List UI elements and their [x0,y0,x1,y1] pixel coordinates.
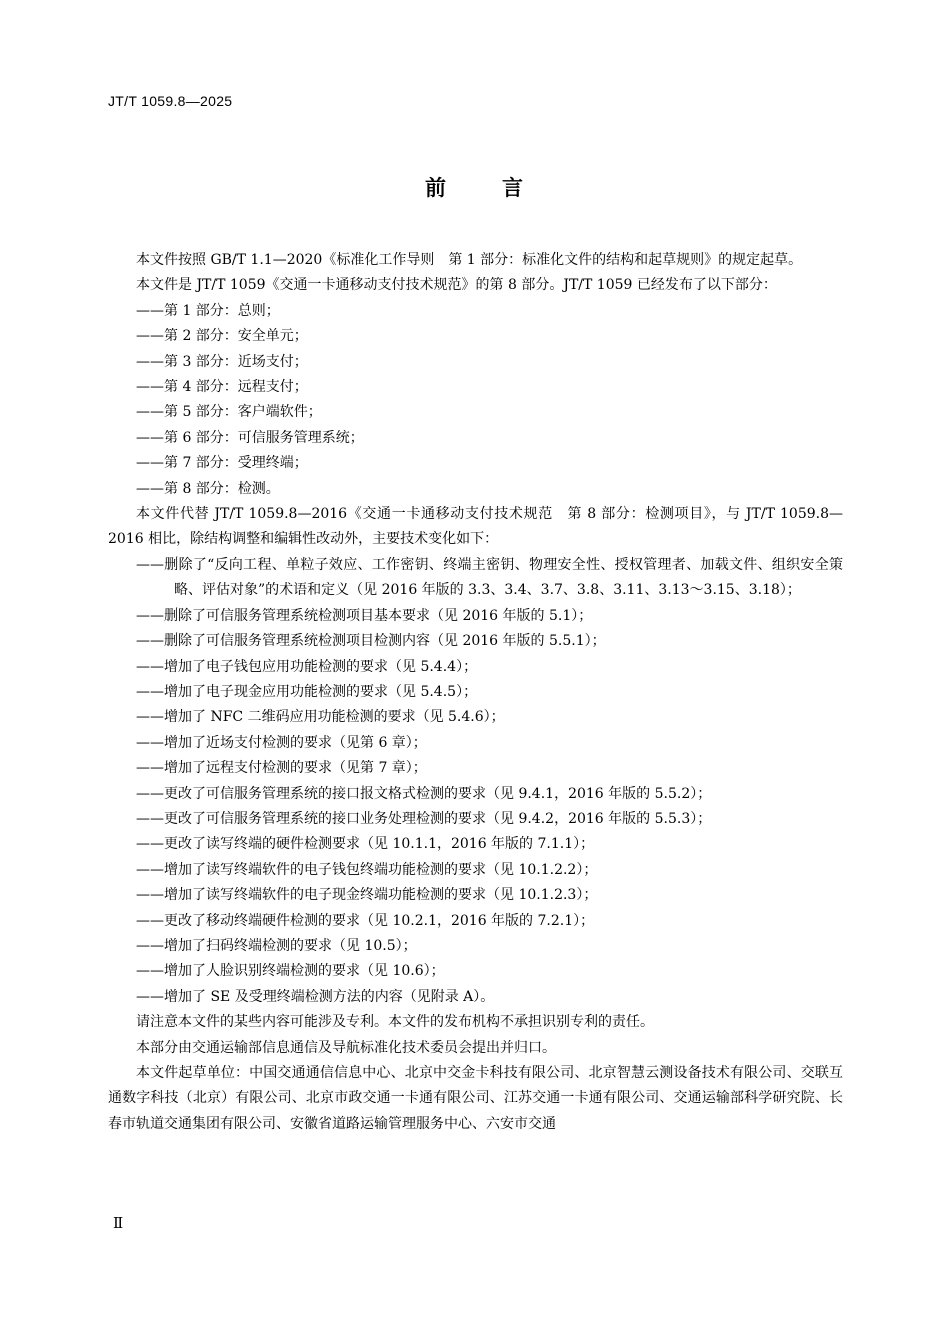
change-list-item: ——增加了近场支付检测的要求（见第 6 章）； [136,734,427,751]
change-list-item: ——增加了远程支付检测的要求（见第 7 章）； [136,760,427,777]
change-list-item: ——更改了可信服务管理系统的接口业务处理检测的要求（见 9.4.2，2016 年版的 5.5.3）； [136,810,712,827]
intro-paragraph: 本文件按照 GB/T 1.1—2020《标准化工作导则 第 1 部分：标准化文件的结构和起草规则》的规定起草。 [136,252,803,268]
change-list-item: ——增加了人脸识别终端检测的要求（见 10.6）； [136,963,445,980]
change-list-item: ——删除了可信服务管理系统检测项目检测内容（见 2016 年版的 5.5.1）； [136,633,606,650]
document-body [108,248,843,1137]
parts-list-item: ——第 4 部分：远程支付； [136,379,308,396]
change-list-item: ——增加了 SE 及受理终端检测方法的内容（见附录 A）。 [136,988,495,1005]
change-list-item: ——增加了读写终端软件的电子钱包终端功能检测的要求（见 10.1.2.2）； [136,861,598,878]
page-number: Ⅱ [113,1214,124,1232]
title-char-right: 言 [502,176,525,200]
change-list-item: ——增加了读写终端软件的电子现金终端功能检测的要求（见 10.1.2.3）； [136,887,598,904]
page-title [0,172,950,202]
replacement-paragraph: 本文件代替 JT/T 1059.8—2016《交通一卡通移动支付技术规范 第 8 部分：检测项目》，与 JT/T 1059.8—2016 相比，除结构调整和编辑性改动外，主要技术变化如下： [108,506,843,548]
standard-code: JT/T 1059.8—2025 [108,93,233,109]
parts-list-item: ——第 5 部分：客户端软件； [136,404,322,421]
proposer-paragraph: 本部分由交通运输部信息通信及导航标准化技术委员会提出并归口。 [136,1039,556,1056]
change-list-item: ——更改了移动终端硬件检测的要求（见 10.2.1，2016 年版的 7.2.1）； [136,912,595,929]
intro-paragraph: 本文件是 JT/T 1059《交通一卡通移动支付技术规范》的第 8 部分。JT/T 1059 已经发布了以下部分： [136,277,777,294]
change-list-item: ——更改了读写终端的硬件检测要求（见 10.1.1，2016 年版的 7.1.1）； [136,836,595,853]
change-list-item: ——增加了电子现金应用功能检测的要求（见 5.4.5）； [136,683,478,700]
change-list-item: ——删除了“反向工程、单粒子效应、工作密钥、终端主密钥、物理安全性、授权管理者、加载文件、组织安全策略、评估对象”的术语和定义（见 2016 年版的 3.3、3.4、3.7、3.8、3.11、3.13～3.15、3.18）； [136,556,843,599]
change-list-item: ——删除了可信服务管理系统检测项目基本要求（见 2016 年版的 5.1）； [136,607,593,624]
patent-notice: 请注意本文件的某些内容可能涉及专利。本文件的发布机构不承担识别专利的责任。 [136,1014,654,1031]
parts-list-item: ——第 7 部分：受理终端； [136,455,308,472]
change-list-item: ——增加了电子钱包应用功能检测的要求（见 5.4.4）； [136,658,478,675]
parts-list-item: ——第 1 部分：总则； [136,302,280,319]
parts-list-item: ——第 6 部分：可信服务管理系统； [136,429,364,446]
change-list-item: ——增加了 NFC 二维码应用功能检测的要求（见 5.4.6）； [136,709,505,726]
parts-list-item: ——第 8 部分：检测。 [136,480,280,497]
drafting-units-paragraph: 本文件起草单位：中国交通通信信息中心、北京中交金卡科技有限公司、北京智慧云测设备技术有限公司、交联互通数字科技（北京）有限公司、北京市政交通一卡通有限公司、江苏交通一卡通有限公司、交通运输部科学研究院、长春市轨道交通集团有限公司、安徽省道路运输管理服务中心、六安市交通 [108,1065,843,1132]
change-list-item: ——更改了可信服务管理系统的接口报文格式检测的要求（见 9.4.1，2016 年版的 5.5.2）； [136,785,712,802]
parts-list-item: ——第 3 部分：近场支付； [136,353,308,370]
title-char-left: 前 [425,176,448,200]
change-list-item: ——增加了扫码终端检测的要求（见 10.5）； [136,937,417,954]
parts-list-item: ——第 2 部分：安全单元； [136,328,308,345]
